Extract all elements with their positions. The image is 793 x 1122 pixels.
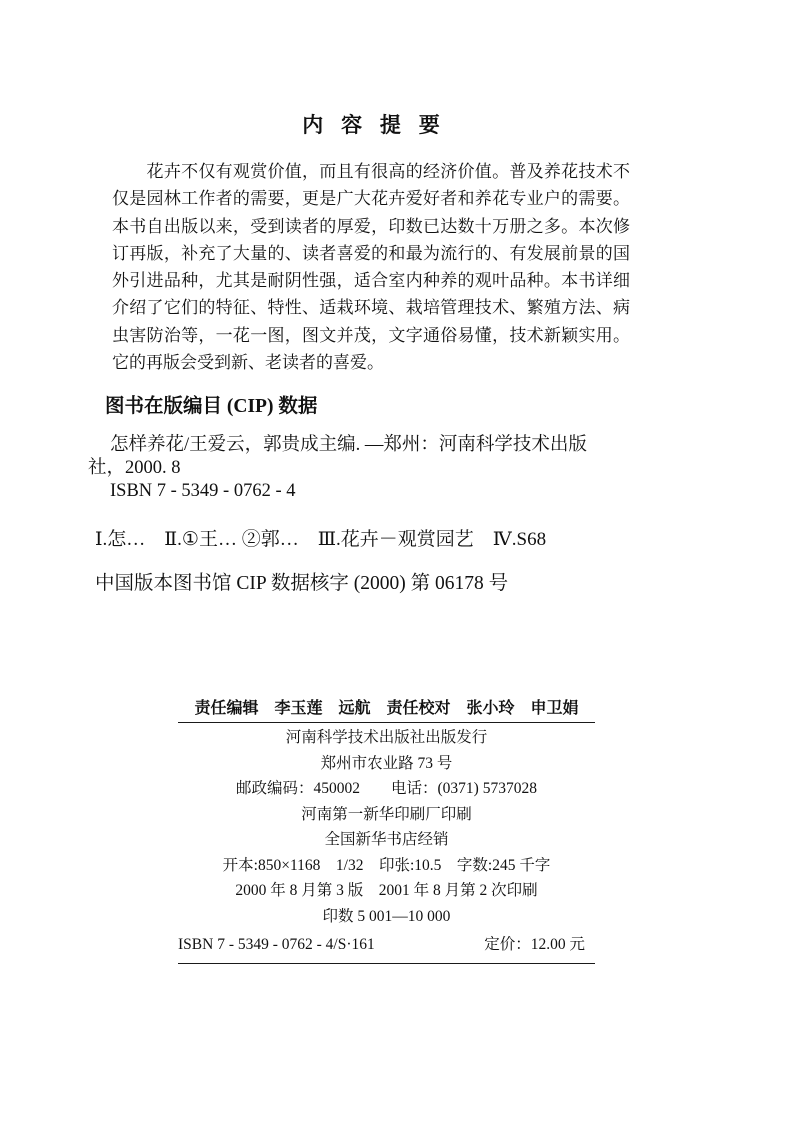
summary-line: 介绍了它们的特征、特性、适栽环境、栽培管理技术、繁殖方法、病 xyxy=(112,298,630,318)
colophon-line: 河南第一新华印刷厂印刷 xyxy=(301,805,472,823)
colophon-line: 河南科学技术出版社出版发行 xyxy=(285,729,488,746)
isbn-price-row xyxy=(178,929,595,958)
summary-line: 它的再版会受到新、老读者的喜爱。 xyxy=(112,353,384,373)
colophon-divider-bottom xyxy=(178,963,595,964)
content-summary-paragraph xyxy=(112,158,630,376)
cip-isbn: ISBN 7 - 5349 - 0762 - 4 xyxy=(110,481,296,501)
colophon-line: 2000 年 8 月第 3 版 2001 年 8 月第 2 次印刷 xyxy=(235,882,538,899)
colophon-lines xyxy=(178,723,595,929)
cip-record-number: 中国版本图书馆 CIP 数据核字 (2000) 第 06178 号 xyxy=(95,573,509,594)
cip-entry-line: 怎样养花/王爱云，郭贵成主编. —郑州：河南科学技术出版 xyxy=(110,435,587,455)
cip-entry xyxy=(88,434,648,503)
cip-heading: 图书在版编目 (CIP) 数据 xyxy=(105,396,318,417)
content-summary-title: 内 容 提 要 xyxy=(302,113,440,137)
colophon-line: 邮政编码：450002 电话：(0371) 5737028 xyxy=(236,780,537,797)
colophon-line: 开本:850×1168 1/32 印张:10.5 字数:245 千字 xyxy=(222,856,551,874)
colophon-line: 郑州市农业路 73 号 xyxy=(320,754,453,772)
colophon-line: 印数 5 001—10 000 xyxy=(322,907,451,925)
summary-line: 花卉不仅有观赏价值，而且有很高的经济价值。普及养花技术不 xyxy=(112,162,630,181)
editors-line: 责任编辑 李玉莲 远航 责任校对 张小玲 申卫娟 xyxy=(194,700,579,717)
summary-line: 本书自出版以来，受到读者的厚爱，印数已达数十万册之多。本次修 xyxy=(112,216,630,236)
summary-line: 订再版，补充了大量的、读者喜爱的和最为流行的、有发展前景的国 xyxy=(112,243,630,263)
summary-line: 仅是园林工作者的需要，更是广大花卉爱好者和养花专业户的需要。 xyxy=(112,189,630,209)
summary-line: 虫害防治等，一花一图，图文并茂，文字通俗易懂，技术新颖实用。 xyxy=(112,325,630,345)
cip-classification: Ⅰ.怎… Ⅱ.①王… ②郭… Ⅲ.花卉－观赏园艺 Ⅳ.S68 xyxy=(95,529,547,550)
price-label: 定价：12.00 元 xyxy=(484,936,585,953)
cip-entry-line: 社，2000. 8 xyxy=(88,458,181,478)
colophon-line: 全国新华书店经销 xyxy=(324,831,449,848)
colophon-block xyxy=(178,698,595,964)
colophon-isbn: ISBN 7 - 5349 - 0762 - 4/S·161 xyxy=(178,936,375,953)
summary-line: 外引进品种，尤其是耐阴性强，适合室内种养的观叶品种。本书详细 xyxy=(112,271,630,291)
